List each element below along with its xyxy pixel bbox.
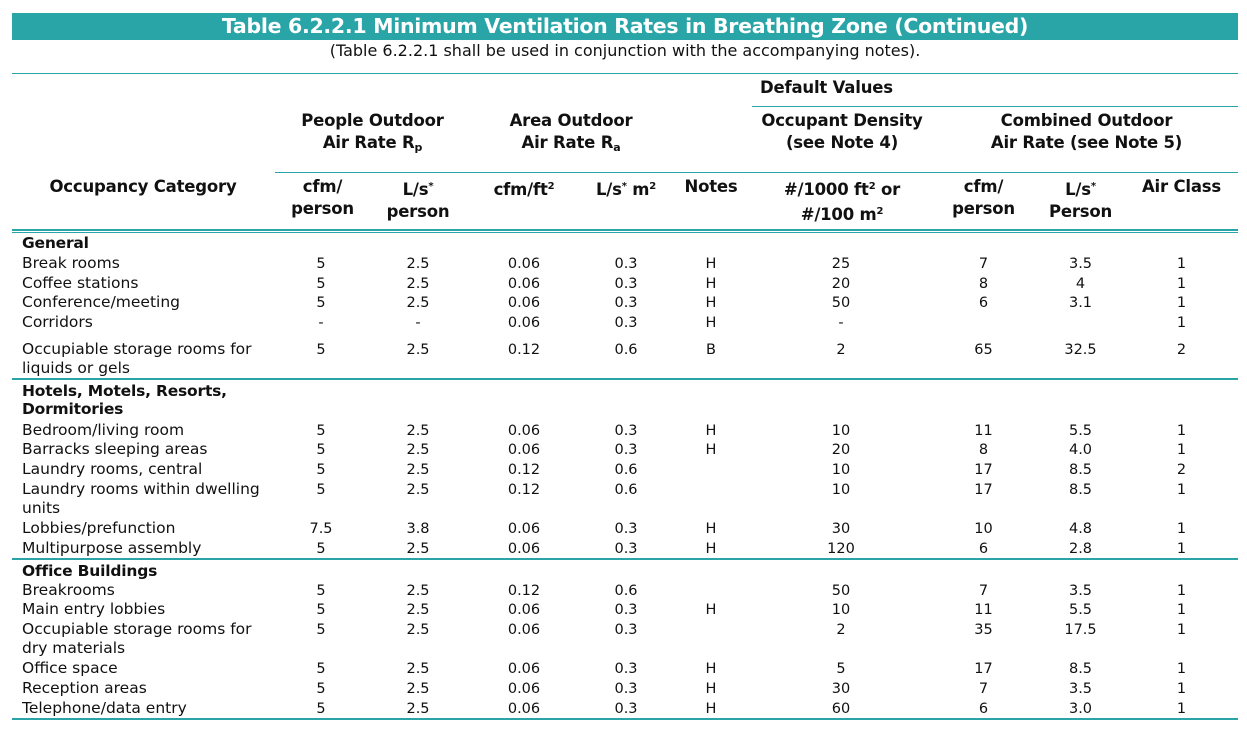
- cell-ls-m2: 0.6: [614, 342, 638, 358]
- cell-comb-ls: 5.5: [1068, 423, 1093, 439]
- cell-cfm-person: -: [318, 315, 324, 331]
- cell-air-class: 1: [1176, 622, 1187, 638]
- cell-cfm-person: 5: [316, 681, 326, 697]
- cell-density: 5: [836, 661, 846, 677]
- cell-comb-cfm: 7: [978, 681, 989, 697]
- table-row: [0, 539, 1247, 559]
- cell-comb-ls: 32.5: [1064, 342, 1097, 358]
- cell-density: 120: [827, 541, 855, 557]
- cell-ls-m2: 0.3: [614, 622, 638, 638]
- header-notes: Notes: [684, 177, 738, 196]
- table-row: [0, 581, 1247, 601]
- occupancy-category: Occupiable storage rooms for liquids or gels: [22, 340, 252, 377]
- section-rule: [12, 558, 1238, 560]
- cell-ls-person: 2.5: [406, 256, 430, 272]
- table-row: [0, 620, 1247, 659]
- cell-cfm-person: 5: [316, 256, 326, 272]
- cell-ls-m2: 0.6: [614, 462, 638, 478]
- header-cfm-ft2: cfm/$ft^2$: [493, 180, 555, 199]
- header-cfm-person: cfm/ person: [291, 177, 354, 218]
- cell-notes: H: [705, 256, 717, 272]
- table-row: [0, 460, 1247, 480]
- cell-air-class: 1: [1176, 276, 1187, 292]
- cell-cfm-ft2: 0.06: [507, 256, 541, 272]
- cell-cfm-person: 5: [316, 583, 326, 599]
- cell-ls-person: 2.5: [406, 602, 430, 618]
- cell-ls-person: 2.5: [406, 442, 430, 458]
- cell-density: 10: [831, 423, 851, 439]
- cell-comb-ls: 8.5: [1068, 661, 1093, 677]
- cell-ls-person: -: [415, 315, 421, 331]
- cell-cfm-ft2: 0.06: [507, 701, 541, 717]
- header-occupant-density: Occupant Density (see Note 4): [761, 111, 923, 152]
- cell-ls-person: 2.5: [406, 423, 430, 439]
- cell-ls-m2: 0.3: [614, 315, 638, 331]
- cell-comb-ls: 8.5: [1068, 462, 1093, 478]
- cell-comb-ls: 3.1: [1068, 295, 1093, 311]
- cell-comb-cfm: 35: [974, 622, 993, 638]
- cell-density: -: [838, 315, 844, 331]
- cell-density: 10: [831, 602, 851, 618]
- cell-air-class: 1: [1176, 602, 1187, 618]
- table-row: [0, 679, 1247, 699]
- cell-notes: H: [705, 681, 717, 697]
- cell-comb-cfm: 11: [974, 602, 993, 618]
- header-air-class: Air Class: [1141, 177, 1222, 196]
- cell-air-class: 1: [1176, 541, 1187, 557]
- cell-ls-m2: 0.3: [614, 701, 638, 717]
- cell-air-class: 1: [1176, 482, 1187, 498]
- cell-cfm-ft2: 0.06: [507, 661, 541, 677]
- cell-air-class: 1: [1176, 521, 1187, 537]
- cell-density: 2: [836, 622, 846, 638]
- cell-density: 30: [831, 681, 851, 697]
- cell-ls-person: 2.5: [406, 681, 430, 697]
- cell-ls-person: 3.8: [406, 521, 430, 537]
- cell-notes: H: [705, 442, 717, 458]
- cell-comb-cfm: 6: [978, 701, 989, 717]
- cell-cfm-person: 5: [316, 462, 326, 478]
- cell-notes: H: [705, 521, 717, 537]
- cell-cfm-ft2: 0.12: [507, 342, 541, 358]
- cell-notes: H: [705, 602, 717, 618]
- table-row: [0, 519, 1247, 539]
- cell-cfm-ft2: 0.06: [507, 295, 541, 311]
- cell-density: 20: [831, 442, 851, 458]
- cell-ls-m2: 0.3: [614, 661, 638, 677]
- header-area-outdoor-rate: Area Outdoor Air Rate $R_a$: [509, 111, 633, 154]
- table-subtitle: (Table 6.2.2.1 shall be used in conjunction with the accompanying notes).: [329, 41, 921, 60]
- cell-ls-m2: 0.3: [614, 681, 638, 697]
- cell-cfm-ft2: 0.06: [507, 442, 541, 458]
- cell-air-class: 1: [1176, 583, 1187, 599]
- header-default-values: Default Values: [760, 78, 893, 97]
- occupancy-category: Barracks sleeping areas: [22, 440, 208, 458]
- cell-density: 25: [831, 256, 851, 272]
- cell-density: 20: [831, 276, 851, 292]
- header-bottom-rule-2: [12, 232, 1238, 233]
- cell-air-class: 1: [1176, 423, 1187, 439]
- cell-cfm-person: 7.5: [309, 521, 333, 537]
- cell-cfm-ft2: 0.06: [507, 521, 541, 537]
- cell-comb-cfm: 6: [978, 541, 989, 557]
- section-rule: [12, 378, 1238, 380]
- table-row: [0, 421, 1247, 441]
- header-occupancy-category: Occupancy Category: [49, 177, 237, 196]
- section-heading: Hotels, Motels, Resorts, Dormitories: [22, 382, 227, 418]
- cell-air-class: 1: [1176, 661, 1187, 677]
- cell-comb-ls: 17.5: [1064, 622, 1097, 638]
- occupancy-category: Telephone/data entry: [22, 699, 187, 717]
- cell-ls-person: 2.5: [406, 276, 430, 292]
- occupancy-category: Coffee stations: [22, 274, 139, 292]
- cell-cfm-person: 5: [316, 602, 326, 618]
- cell-ls-person: 2.5: [406, 541, 430, 557]
- cell-density: 30: [831, 521, 851, 537]
- cell-ls-m2: 0.3: [614, 602, 638, 618]
- header-combined-cfm-person: cfm/ person: [952, 177, 1015, 218]
- cell-ls-m2: 0.3: [614, 521, 638, 537]
- cell-ls-person: 2.5: [406, 583, 430, 599]
- cell-air-class: 2: [1176, 342, 1187, 358]
- occupancy-category: Reception areas: [22, 679, 147, 697]
- cell-density: 50: [831, 583, 851, 599]
- cell-ls-m2: 0.3: [614, 276, 638, 292]
- cell-comb-ls: 8.5: [1068, 482, 1093, 498]
- cell-cfm-person: 5: [316, 423, 326, 439]
- cell-cfm-person: 5: [316, 482, 326, 498]
- header-ls-person: L/s* person: [386, 180, 450, 221]
- section-heading: Office Buildings: [22, 562, 158, 580]
- cell-ls-person: 2.5: [406, 462, 430, 478]
- cell-comb-cfm: 17: [974, 462, 993, 478]
- cell-ls-m2: 0.3: [614, 423, 638, 439]
- cell-notes: H: [705, 661, 717, 677]
- table-row: [0, 313, 1247, 340]
- cell-air-class: 1: [1176, 295, 1187, 311]
- cell-cfm-ft2: 0.06: [507, 423, 541, 439]
- table-row: [0, 293, 1247, 313]
- cell-comb-cfm: 11: [974, 423, 993, 439]
- table-row: [0, 440, 1247, 460]
- occupancy-category: Laundry rooms, central: [22, 460, 203, 478]
- table-row: [0, 340, 1247, 378]
- cell-air-class: 1: [1176, 442, 1187, 458]
- cell-cfm-ft2: 0.06: [507, 541, 541, 557]
- header-bottom-rule: [12, 229, 1238, 231]
- cell-density: 10: [831, 482, 851, 498]
- cell-air-class: 1: [1176, 315, 1187, 331]
- cell-notes: H: [705, 315, 717, 331]
- cell-cfm-ft2: 0.12: [507, 583, 541, 599]
- cell-cfm-ft2: 0.06: [507, 602, 541, 618]
- cell-density: 60: [831, 701, 851, 717]
- cell-ls-m2: 0.3: [614, 541, 638, 557]
- cell-comb-ls: 3.5: [1068, 681, 1093, 697]
- header-combined-ls-person: L/s* Person: [1048, 180, 1113, 221]
- cell-air-class: 1: [1176, 681, 1187, 697]
- cell-comb-cfm: 8: [978, 276, 989, 292]
- cell-cfm-ft2: 0.06: [507, 276, 541, 292]
- subheader-rule: [275, 172, 1238, 173]
- cell-cfm-person: 5: [316, 622, 326, 638]
- cell-comb-ls: 4.0: [1068, 442, 1093, 458]
- table-title: Table 6.2.2.1 Minimum Ventilation Rates in Breathing Zone (Continued): [12, 13, 1238, 40]
- cell-ls-m2: 0.6: [614, 583, 638, 599]
- occupancy-category: Laundry rooms within dwelling units: [22, 480, 260, 517]
- header-combined-outdoor-rate: Combined Outdoor Air Rate (see Note 5): [990, 111, 1183, 152]
- cell-notes: H: [705, 541, 717, 557]
- cell-comb-ls: 2.8: [1068, 541, 1093, 557]
- cell-cfm-ft2: 0.06: [507, 681, 541, 697]
- cell-cfm-person: 5: [316, 342, 326, 358]
- occupancy-category: Breakrooms: [22, 581, 115, 599]
- table-row: [0, 659, 1247, 679]
- cell-comb-ls: 5.5: [1068, 602, 1093, 618]
- cell-comb-cfm: 17: [974, 661, 993, 677]
- cell-cfm-person: 5: [316, 276, 326, 292]
- cell-air-class: 1: [1176, 701, 1187, 717]
- header-density-units: #/1000 $ft^2$ or #/100 $m^2$: [783, 180, 901, 224]
- cell-air-class: 2: [1176, 462, 1187, 478]
- cell-cfm-ft2: 0.12: [507, 482, 541, 498]
- cell-notes: H: [705, 276, 717, 292]
- cell-comb-cfm: 10: [974, 521, 993, 537]
- occupancy-category: Corridors: [22, 313, 93, 331]
- cell-density: 2: [836, 342, 846, 358]
- default-values-rule: [752, 106, 1238, 107]
- occupancy-category: Bedroom/living room: [22, 421, 185, 439]
- cell-ls-m2: 0.6: [614, 482, 638, 498]
- occupancy-category: Lobbies/prefunction: [22, 519, 176, 537]
- cell-comb-cfm: 65: [974, 342, 993, 358]
- cell-notes: H: [705, 423, 717, 439]
- occupancy-category: Conference/meeting: [22, 293, 181, 311]
- table-row: [0, 274, 1247, 294]
- cell-cfm-person: 5: [316, 442, 326, 458]
- cell-comb-cfm: 7: [978, 583, 989, 599]
- cell-comb-ls: 4: [1075, 276, 1086, 292]
- cell-ls-person: 2.5: [406, 701, 430, 717]
- cell-ls-person: 2.5: [406, 661, 430, 677]
- cell-notes: H: [705, 701, 717, 717]
- cell-cfm-ft2: 0.06: [507, 315, 541, 331]
- cell-ls-m2: 0.3: [614, 295, 638, 311]
- cell-comb-ls: 4.8: [1068, 521, 1093, 537]
- cell-comb-cfm: 8: [978, 442, 989, 458]
- cell-cfm-person: 5: [316, 541, 326, 557]
- cell-cfm-ft2: 0.12: [507, 462, 541, 478]
- table-row: [0, 254, 1247, 274]
- cell-cfm-ft2: 0.06: [507, 622, 541, 638]
- occupancy-category: Main entry lobbies: [22, 600, 166, 618]
- cell-ls-m2: 0.3: [614, 256, 638, 272]
- occupancy-category: Break rooms: [22, 254, 120, 272]
- cell-cfm-person: 5: [316, 661, 326, 677]
- header-top-rule: [12, 73, 1238, 74]
- cell-notes: H: [705, 295, 717, 311]
- cell-comb-cfm: 17: [974, 482, 993, 498]
- cell-ls-person: 2.5: [406, 622, 430, 638]
- table-row: [0, 600, 1247, 620]
- cell-ls-person: 2.5: [406, 342, 430, 358]
- cell-notes: B: [706, 342, 716, 358]
- table-row: [0, 480, 1247, 519]
- cell-ls-person: 2.5: [406, 482, 430, 498]
- occupancy-category: Occupiable storage rooms for dry materials: [22, 620, 252, 657]
- cell-ls-m2: 0.3: [614, 442, 638, 458]
- header-people-outdoor-rate: People Outdoor Air Rate $R_p$: [301, 111, 444, 154]
- cell-comb-ls: 3.5: [1068, 583, 1093, 599]
- cell-air-class: 1: [1176, 256, 1187, 272]
- header-ls-m2: L/s* $m^2$: [595, 180, 657, 199]
- cell-density: 50: [831, 295, 851, 311]
- cell-comb-ls: 3.0: [1068, 701, 1093, 717]
- cell-density: 10: [831, 462, 851, 478]
- cell-ls-person: 2.5: [406, 295, 430, 311]
- table-row: [0, 699, 1247, 719]
- cell-cfm-person: 5: [316, 295, 326, 311]
- section-rule: [12, 718, 1238, 720]
- cell-comb-cfm: 6: [978, 295, 989, 311]
- section-heading: General: [22, 234, 89, 252]
- cell-comb-ls: 3.5: [1068, 256, 1093, 272]
- occupancy-category: Office space: [22, 659, 118, 677]
- cell-cfm-person: 5: [316, 701, 326, 717]
- cell-comb-cfm: 7: [978, 256, 989, 272]
- occupancy-category: Multipurpose assembly: [22, 539, 202, 557]
